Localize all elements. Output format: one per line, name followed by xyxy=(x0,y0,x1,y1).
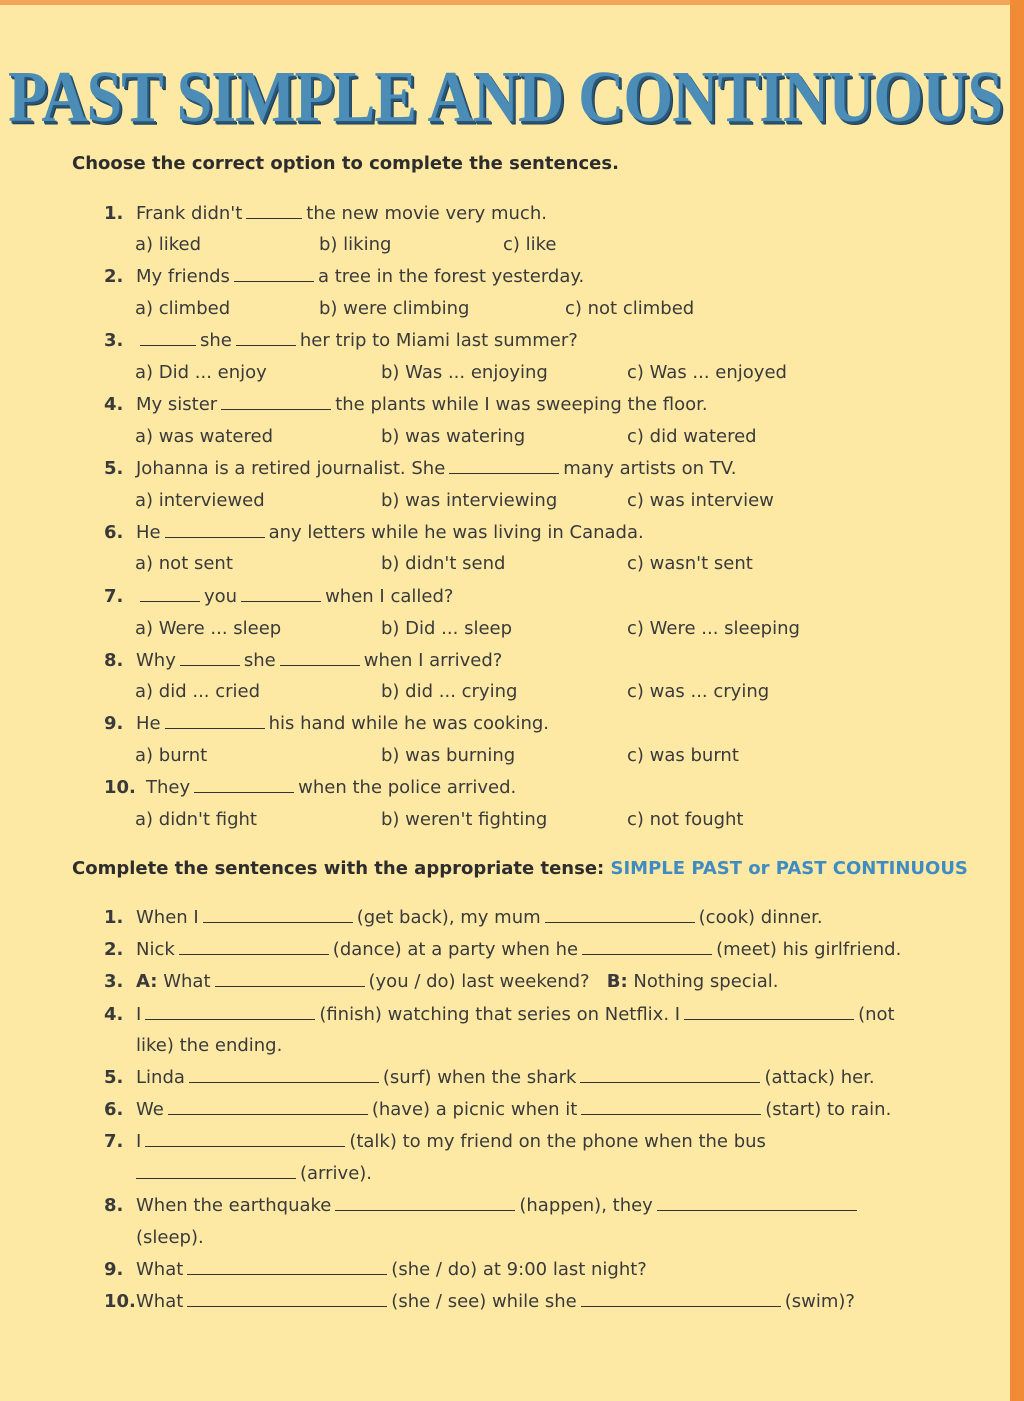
option-a[interactable]: a) interviewed xyxy=(135,490,265,511)
answer-blank[interactable] xyxy=(335,1196,515,1211)
option-b[interactable]: b) were climbing xyxy=(319,298,470,319)
section1-instruction: Choose the correct option to complete the sentences. xyxy=(72,153,619,174)
option-a[interactable]: a) didn't fight xyxy=(135,809,257,830)
answer-blank[interactable] xyxy=(449,459,559,474)
option-a[interactable]: a) Did ... enjoy xyxy=(135,362,267,383)
answer-blank[interactable] xyxy=(187,1260,387,1275)
option-b[interactable]: b) Was ... enjoying xyxy=(381,362,548,383)
exercise2-item-5: 5. Linda (surf) when the shark (attack) her. xyxy=(104,1067,875,1088)
answer-blank[interactable] xyxy=(657,1196,857,1211)
exercise2-item-2: 2. Nick (dance) at a party when he (meet) his girlfriend. xyxy=(104,939,902,960)
answer-blank[interactable] xyxy=(236,331,296,346)
exercise2-item-6: 6. We (have) a picnic when it (start) to rain. xyxy=(104,1099,892,1120)
option-c[interactable]: c) Were ... sleeping xyxy=(627,618,800,639)
option-a[interactable]: a) not sent xyxy=(135,553,233,574)
answer-blank[interactable] xyxy=(179,940,329,955)
answer-blank[interactable] xyxy=(215,972,365,987)
exercise2-item-4: 4. I (finish) watching that series on Netflix. I (not xyxy=(104,1004,895,1025)
answer-blank[interactable] xyxy=(136,1164,296,1179)
answer-blank[interactable] xyxy=(545,908,695,923)
option-a[interactable]: a) Were ... sleep xyxy=(135,618,282,639)
answer-blank[interactable] xyxy=(280,651,360,666)
answer-blank[interactable] xyxy=(189,1068,379,1083)
answer-blank[interactable] xyxy=(684,1005,854,1020)
exercise2-item-8-cont: (sleep). xyxy=(136,1227,204,1248)
option-c[interactable]: c) not fought xyxy=(627,809,744,830)
option-a[interactable]: a) liked xyxy=(135,234,202,255)
exercise2-item-10: 10.What (she / see) while she (swim)? xyxy=(104,1291,855,1312)
question-7: 7. you when I called? xyxy=(104,586,454,607)
option-b[interactable]: b) was watering xyxy=(381,426,526,447)
page-title: PAST SIMPLE AND CONTINUOUS xyxy=(7,55,1003,138)
question-2: 2. My friends a tree in the forest yesterday. xyxy=(104,266,585,287)
option-c[interactable]: c) like xyxy=(503,234,557,255)
exercise2-item-7: 7. I (talk) to my friend on the phone when the bus xyxy=(104,1131,766,1152)
answer-blank[interactable] xyxy=(140,587,200,602)
option-c[interactable]: c) Was ... enjoyed xyxy=(627,362,787,383)
question-10: 10. They when the police arrived. xyxy=(104,777,517,798)
exercise2-item-1: 1. When I (get back), my mum (cook) dinner. xyxy=(104,907,823,928)
answer-blank[interactable] xyxy=(203,908,353,923)
answer-blank[interactable] xyxy=(140,331,196,346)
answer-blank[interactable] xyxy=(194,778,294,793)
question-1: 1. Frank didn't the new movie very much. xyxy=(104,203,547,224)
option-c[interactable]: c) was burnt xyxy=(627,745,739,766)
question-5: 5. Johanna is a retired journalist. She many artists on TV. xyxy=(104,458,737,479)
answer-blank[interactable] xyxy=(582,940,712,955)
option-c[interactable]: c) was ... crying xyxy=(627,681,770,702)
option-b[interactable]: b) weren't fighting xyxy=(381,809,548,830)
question-3: 3. she her trip to Miami last summer? xyxy=(104,330,578,351)
option-a[interactable]: a) did ... cried xyxy=(135,681,261,702)
option-b[interactable]: b) was interviewing xyxy=(381,490,558,511)
exercise2-item-9: 9. What (she / do) at 9:00 last night? xyxy=(104,1259,647,1280)
right-border xyxy=(1010,0,1024,1401)
option-c[interactable]: c) was interview xyxy=(627,490,774,511)
exercise2-item-8: 8. When the earthquake (happen), they xyxy=(104,1195,861,1216)
answer-blank[interactable] xyxy=(168,1100,368,1115)
exercise2-item-4-cont: like) the ending. xyxy=(136,1035,283,1056)
exercise2-item-7-cont: (arrive). xyxy=(136,1163,372,1184)
question-9: 9. He his hand while he was cooking. xyxy=(104,713,549,734)
answer-blank[interactable] xyxy=(187,1292,387,1307)
answer-blank[interactable] xyxy=(241,587,321,602)
question-6: 6. He any letters while he was living in Canada. xyxy=(104,522,644,543)
answer-blank[interactable] xyxy=(580,1068,760,1083)
answer-blank[interactable] xyxy=(581,1100,761,1115)
answer-blank[interactable] xyxy=(234,267,314,282)
option-b[interactable]: b) Did ... sleep xyxy=(381,618,513,639)
option-b[interactable]: b) liking xyxy=(319,234,392,255)
answer-blank[interactable] xyxy=(221,395,331,410)
answer-blank[interactable] xyxy=(145,1132,345,1147)
option-c[interactable]: c) not climbed xyxy=(565,298,695,319)
option-b[interactable]: b) didn't send xyxy=(381,553,506,574)
option-a[interactable]: a) burnt xyxy=(135,745,208,766)
answer-blank[interactable] xyxy=(145,1005,315,1020)
answer-blank[interactable] xyxy=(246,204,302,219)
question-8: 8. Why she when I arrived? xyxy=(104,650,503,671)
option-b[interactable]: b) did ... crying xyxy=(381,681,518,702)
option-c[interactable]: c) wasn't sent xyxy=(627,553,753,574)
section2-instruction: Complete the sentences with the appropriate tense: SIMPLE PAST or PAST CONTINUOUS xyxy=(72,858,968,879)
exercise2-item-3: 3. A: What (you / do) last weekend? B: Nothing special. xyxy=(104,971,779,992)
question-4: 4. My sister the plants while I was sweeping the floor. xyxy=(104,394,708,415)
answer-blank[interactable] xyxy=(180,651,240,666)
top-border xyxy=(0,0,1024,5)
option-c[interactable]: c) did watered xyxy=(627,426,757,447)
answer-blank[interactable] xyxy=(165,523,265,538)
option-a[interactable]: a) was watered xyxy=(135,426,274,447)
answer-blank[interactable] xyxy=(581,1292,781,1307)
option-a[interactable]: a) climbed xyxy=(135,298,231,319)
option-b[interactable]: b) was burning xyxy=(381,745,516,766)
answer-blank[interactable] xyxy=(165,714,265,729)
